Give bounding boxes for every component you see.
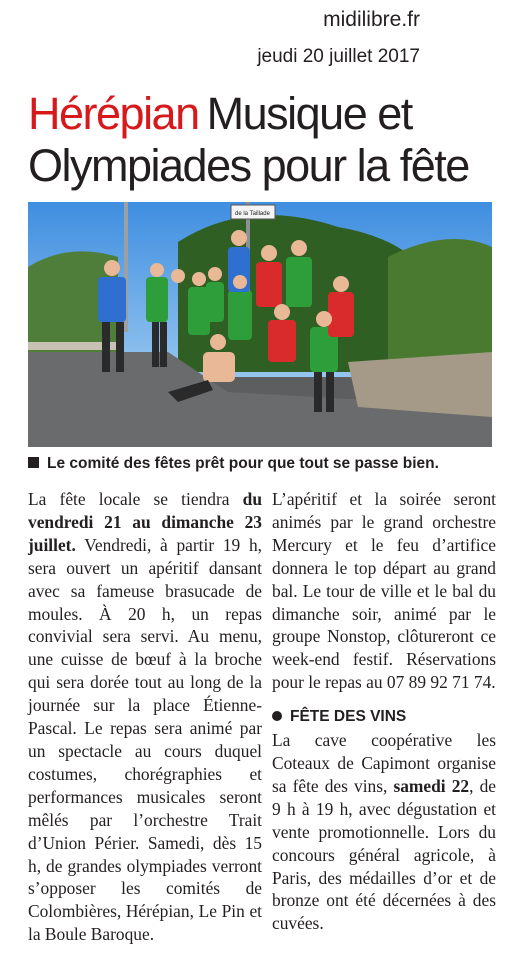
article-column-2 (272, 488, 496, 935)
headline (28, 88, 498, 192)
street-sign-text: de la Taillade (235, 211, 270, 217)
subhead-text: FÊTE DES VINS (290, 708, 407, 726)
group-photo (28, 202, 492, 447)
article-column-1 (28, 488, 262, 946)
article-paragraph (272, 729, 496, 935)
col2-p2-body: , de 9 h à 19 h, avec dégustation et vente promotionnelle. Lors du concours général agricole, à Paris, des médailles d’or et de bronze ont été décernées à des cuvées. (272, 775, 496, 934)
caption-text: Le comité des fêtes prêt pour que tout se passe bien. (47, 455, 439, 472)
caption-square-icon (28, 457, 39, 468)
col1-body: Vendredi, à partir 19 h, sera ouvert un apéritif dansant avec sa fameuse brasucade de moules. À 20 h, un repas convivial sera servi. Au menu, une cuisse de bœuf à la broche qui sera dorée tout au long de la journée sur la place Étienne-Pascal. Le repas sera animé par un spectacle au cours duquel costumes, chorégraphies et performances musicales seront mêlés par l’orchestre Trait d’Union Périer. Samedi, dès 15 h, de grandes olympiades verront s’opposer les comités de Colombières, Hérépian, Le Pin et la Boule Baroque. (28, 534, 262, 945)
section-subhead (272, 706, 496, 729)
group-photo-illustration (28, 202, 492, 447)
stone-wall (348, 352, 492, 417)
col2-p2-intro: La cave coopérative les Coteaux de Capimont organise sa fête des vins, (272, 730, 496, 796)
col2-p2-date: samedi 22 (393, 775, 470, 796)
headline-kicker: Hérépian (28, 88, 199, 139)
headline-title: Musique et Olympiades pour la fête (28, 88, 469, 191)
bullet-dot-icon (272, 711, 282, 721)
article-paragraph: L’apéritif et la soirée seront animés par le grand orchestre Mercury et le feu d’artifice donnera le top départ au grand bal. Le tour de ville et le bal du dimanche soir, animé par le groupe Nonstop, clôtureront ce week-end festif. Réservations pour le repas au 07 89 92 71 74. (272, 489, 496, 693)
col1-dates: du vendredi 21 au dimanche 23 juillet. (28, 489, 262, 555)
publication-date: jeudi 20 juillet 2017 (257, 46, 420, 67)
source-site: midilibre.fr (323, 8, 420, 31)
col1-intro: La fête locale se tiendra (28, 489, 243, 509)
article-paragraph (28, 488, 262, 946)
photo-caption (28, 455, 498, 473)
